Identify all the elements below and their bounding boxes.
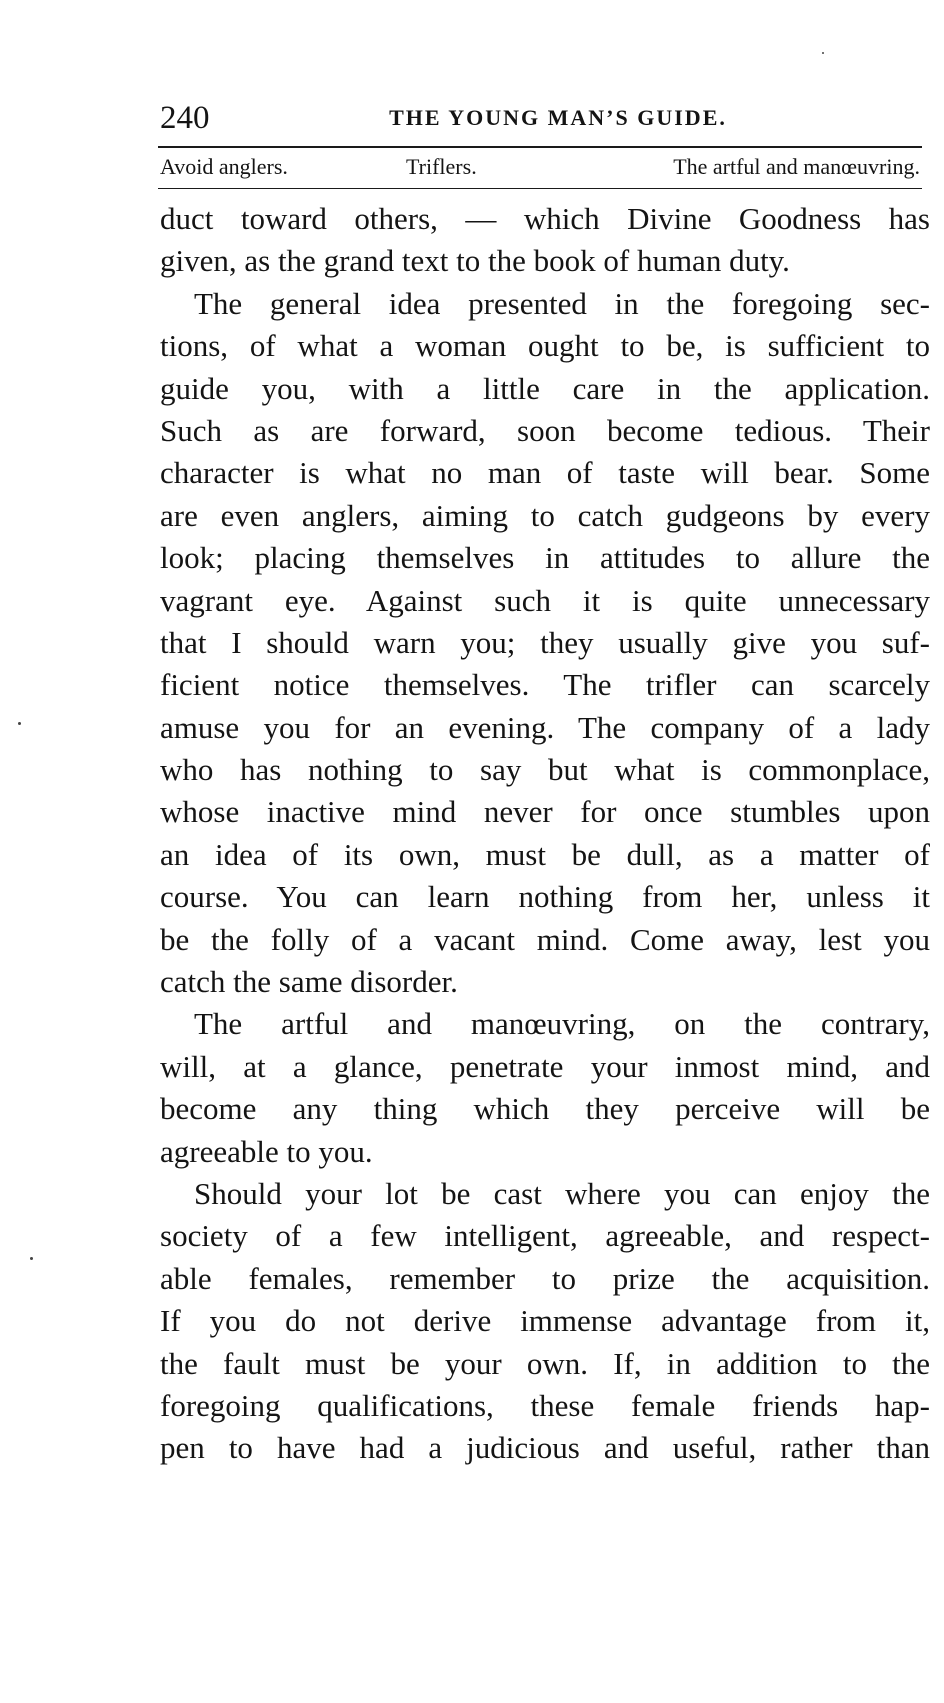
- text-line: ficient notice themselves. The trifler can scarcely: [160, 667, 930, 703]
- text-line: course. You can learn nothing from her, unless it: [160, 879, 930, 915]
- text-line: who has nothing to say but what is commonplace,: [160, 752, 930, 788]
- text-line: The general idea presented in the foregoing sec-: [194, 285, 930, 321]
- text-line: look; placing themselves in attitudes to allure the: [160, 540, 930, 576]
- text-line: society of a few intelligent, agreeable, and respect-: [160, 1218, 930, 1254]
- text-line: amuse you for an evening. The company of a lady: [160, 709, 930, 745]
- text-line: agreeable to you.: [160, 1133, 373, 1169]
- text-line: will, at a glance, penetrate your inmost mind, and: [160, 1048, 930, 1084]
- text-line: whose inactive mind never for once stumbles upon: [160, 794, 930, 830]
- paper-speck: [822, 52, 824, 54]
- text-line: If you do not derive immense advantage from it,: [160, 1303, 930, 1339]
- text-line: Should your lot be cast where you can enjoy the: [194, 1175, 930, 1211]
- header-rule-top: [158, 146, 922, 148]
- topic-heading: Avoid anglers.: [160, 154, 288, 179]
- paragraph: [160, 283, 930, 1004]
- topic-heading: Triflers.: [406, 154, 477, 179]
- header-rule-bottom: [158, 188, 922, 189]
- text-line: The artful and manœuvring, on the contrary,: [194, 1006, 930, 1042]
- text-line: duct toward others, — which Divine Goodness has: [160, 201, 930, 236]
- paper-speck: [30, 1257, 33, 1260]
- text-line: that I should warn you; they usually give you suf-: [160, 624, 930, 660]
- paper-speck: [18, 722, 21, 725]
- text-line: able females, remember to prize the acquisition.: [160, 1260, 930, 1296]
- paragraph: [160, 1173, 930, 1470]
- topic-headings: [160, 150, 920, 184]
- text-line: pen to have had a judicious and useful, rather than: [160, 1430, 930, 1466]
- text-line: guide you, with a little care in the application.: [160, 370, 930, 406]
- text-line: character is what no man of taste will bear. Some: [160, 455, 930, 491]
- page-number: 240: [160, 100, 210, 136]
- text-line: the fault must be your own. If, in addition to the: [160, 1345, 930, 1381]
- paragraph: [160, 1003, 930, 1173]
- text-line: are even anglers, aiming to catch gudgeons by every: [160, 497, 930, 533]
- text-line: become any thing which they perceive will be: [160, 1091, 930, 1127]
- text-line: an idea of its own, must be dull, as a matter of: [160, 836, 930, 872]
- paragraph: [160, 198, 930, 283]
- text-line: given, as the grand text to the book of human duty.: [160, 243, 790, 279]
- body-text: [160, 198, 930, 1470]
- text-line: be the folly of a vacant mind. Come away, lest you: [160, 921, 930, 957]
- text-line: catch the same disorder.: [160, 964, 458, 1000]
- book-title: THE YOUNG MAN’S GUIDE.: [389, 105, 727, 130]
- running-head: [160, 96, 920, 140]
- text-line: tions, of what a woman ought to be, is sufficient to: [160, 328, 930, 364]
- text-line: vagrant eye. Against such it is quite unnecessary: [160, 582, 930, 618]
- text-line: Such as are forward, soon become tedious. Their: [160, 412, 930, 448]
- text-line: foregoing qualifications, these female friends hap-: [160, 1387, 930, 1423]
- topic-heading: The artful and manœuvring.: [673, 154, 920, 179]
